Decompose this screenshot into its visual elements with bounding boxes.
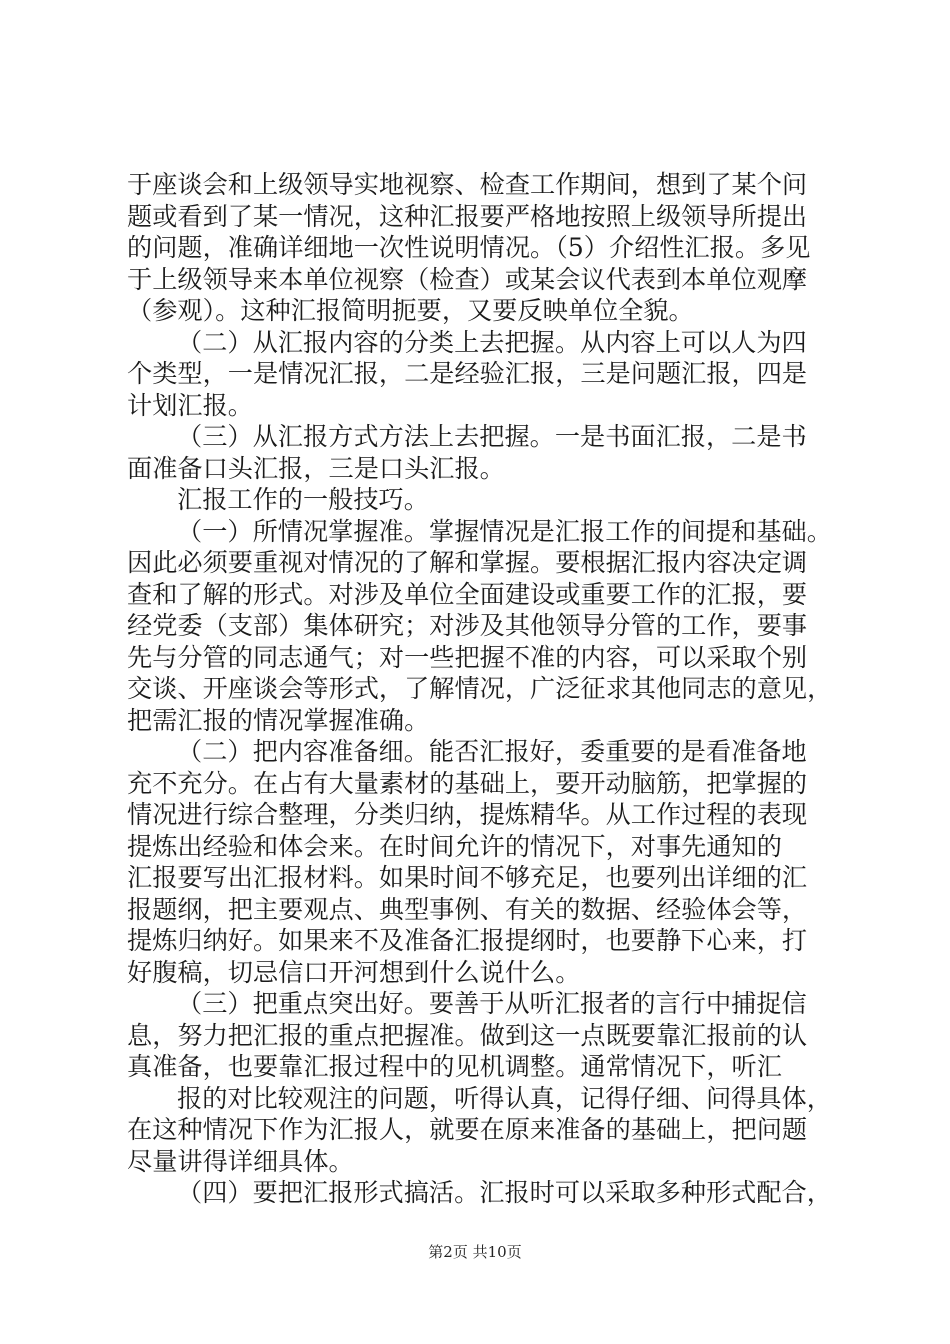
text-line: （三）从汇报方式方法上去把握。一是书面汇报，二是书: [177, 422, 807, 451]
text-line: （二）从汇报内容的分类上去把握。从内容上可以人为四: [177, 327, 807, 357]
text-line: 查和了解的形式。对涉及单位全面建设或重要工作的汇报，要: [127, 579, 808, 609]
text-line: 报的对比较观注的问题，听得认真，记得仔细、问得具体，: [177, 1083, 832, 1113]
text-line: （一）所情况掌握准。掌握情况是汇报工作的间提和基础。: [177, 516, 832, 546]
text-line: 于上级领导来本单位视察（检查）或某会议代表到本单位观摩: [127, 264, 808, 294]
text-line: 经党委（支部）集体研究；对涉及其他领导分管的工作，要事: [127, 611, 808, 640]
text-line: 于座谈会和上级领导实地视察、检查工作期间，想到了某个问: [127, 170, 808, 199]
text-line: 在这种情况下作为汇报人，就要在原来准备的基础上，把问题: [127, 1115, 808, 1144]
page-footer: 第2页 共10页: [428, 1243, 522, 1261]
text-line: 计划汇报。: [127, 390, 253, 420]
text-line: 交谈、开座谈会等形式，了解情况，广泛征求其他同志的意见，: [127, 674, 833, 703]
text-line: 题或看到了某一情况，这种汇报要严格地按照上级领导所提出: [127, 201, 808, 231]
section-heading: 汇报工作的一般技巧。: [177, 485, 429, 514]
text-line: 先与分管的同志通气；对一些把握不准的内容，可以采取个别: [127, 642, 808, 672]
text-line: 息，努力把汇报的重点把握准。做到这一点既要靠汇报前的认: [127, 1020, 808, 1050]
text-line: 面准备口头汇报，三是口头汇报。: [127, 453, 505, 483]
text-line: 报题纲，把主要观点、典型事例、有关的数据、经验体会等，: [127, 894, 808, 924]
text-line: （四）要把汇报形式搞活。汇报时可以采取多种形式配合，: [177, 1178, 832, 1207]
text-line: （二）把内容准备细。能否汇报好，委重要的是看准备地: [177, 737, 807, 766]
text-line: 汇报要写出汇报材料。如果时间不够充足，也要列出详细的汇: [127, 863, 808, 892]
text-line: （参观）。这种汇报简明扼要，又要反映单位全貌。: [127, 296, 694, 325]
text-line: 的问题，准确详细地一次性说明情况。（5）介绍性汇报。多见: [127, 233, 811, 262]
text-line: 因此必须要重视对情况的了解和掌握。要根据汇报内容决定调: [127, 548, 808, 577]
text-line: 情况进行综合整理，分类归纳，提炼精华。从工作过程的表现: [127, 800, 808, 829]
text-line: 提炼出经验和体会来。在时间允许的情况下，对事先通知的: [127, 831, 782, 861]
text-line: 好腹稿，切忌信口开河想到什么说什么。: [127, 957, 581, 987]
text-line: 把需汇报的情况掌握准确。: [127, 705, 430, 735]
text-line: 充不充分。在占有大量素材的基础上，要开动脑筋，把掌握的: [127, 768, 808, 798]
text-line: （三）把重点突出好。要善于从听汇报者的言行中捕捉信: [177, 989, 807, 1018]
text-line: 提炼归纳好。如果来不及准备汇报提纲时，也要静下心来，打: [127, 926, 808, 955]
text-line: 真准备，也要靠汇报过程中的见机调整。通常情况下，听汇: [127, 1052, 782, 1081]
text-line: 尽量讲得详细具体。: [127, 1146, 354, 1176]
text-line: 个类型，一是情况汇报，二是经验汇报，三是问题汇报，四是: [127, 359, 808, 388]
